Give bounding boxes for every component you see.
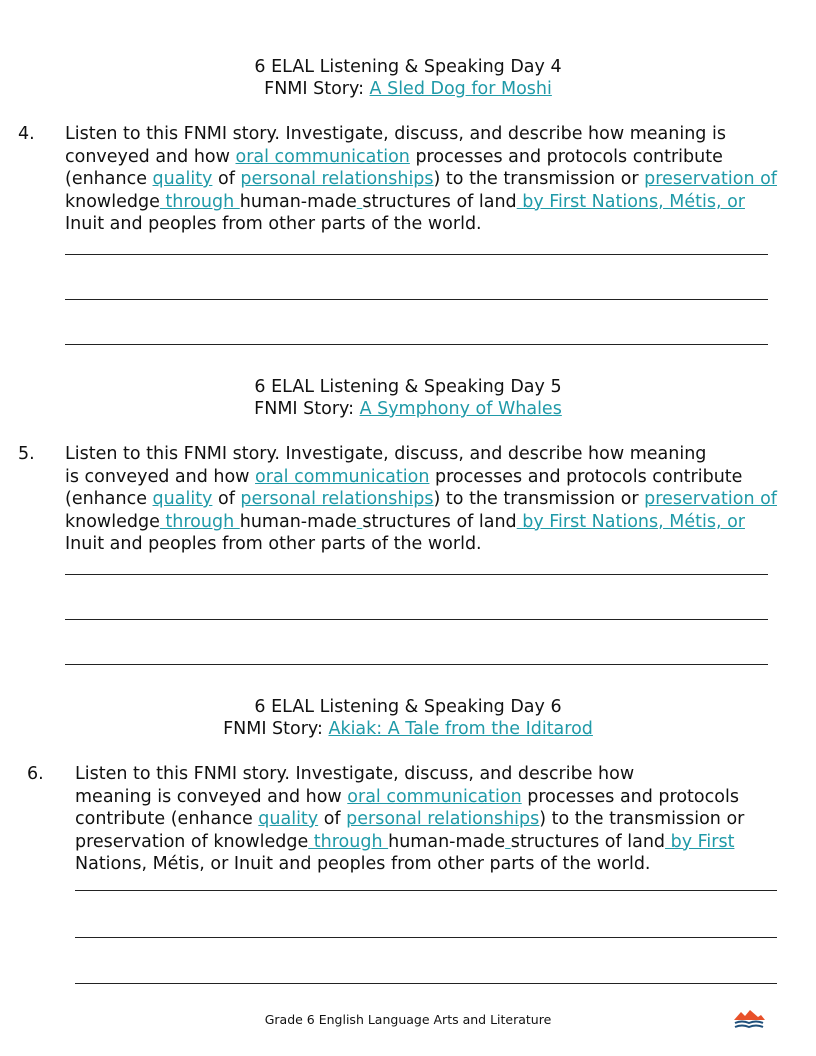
answer-line[interactable] (65, 344, 768, 345)
question-line (65, 191, 777, 214)
question-text-segment: (enhance (65, 169, 153, 189)
question-number: 6. (27, 764, 44, 784)
heading-day-title: 6 ELAL Listening & Speaking Day 6 (254, 697, 562, 717)
question-line (75, 853, 744, 876)
glossary-link[interactable]: preservation of (644, 489, 777, 509)
glossary-link[interactable]: through (159, 191, 240, 212)
glossary-link[interactable]: through (308, 831, 389, 852)
question-text-segment: meaning is conveyed and how (75, 786, 348, 807)
question-line (65, 123, 777, 146)
question-line (65, 146, 777, 169)
section-heading (0, 56, 816, 100)
story-prefix: FNMI Story: (223, 719, 329, 739)
question-text-segment: ) to the transmission or (433, 169, 645, 189)
glossary-link[interactable]: quality (152, 489, 213, 509)
question-text-segment: Listen to this FNMI story. Investigate, discuss, and describe how meaning is (65, 124, 726, 144)
story-prefix: FNMI Story: (254, 399, 360, 419)
question-text-segment: preservation of knowledge (75, 831, 309, 852)
answer-line[interactable] (75, 890, 777, 891)
glossary-link[interactable]: personal relationships (346, 809, 540, 829)
question-text-segment: structures of land (510, 831, 666, 852)
question-text-segment: processes and protocols (521, 786, 739, 807)
answer-line[interactable] (75, 983, 777, 984)
answer-line[interactable] (65, 574, 768, 575)
glossary-link[interactable]: personal relationships (240, 169, 434, 189)
question-text-segment: contribute (enhance (75, 809, 259, 829)
question-text-segment: ) to the transmission or (433, 489, 645, 509)
question-text (65, 443, 777, 556)
question-text-segment: of (318, 809, 347, 829)
glossary-link[interactable]: through (159, 511, 240, 532)
question-text-segment: human-made (239, 191, 357, 212)
question-text-segment: structures of land (362, 191, 517, 212)
question-line (65, 511, 777, 534)
question-line (65, 443, 777, 466)
question-line (65, 213, 777, 236)
question-text-segment: Listen to this FNMI story. Investigate, discuss, and describe how (75, 764, 635, 784)
question-text-segment: human-made (388, 831, 506, 852)
question-text-segment: ) to the transmission or (539, 809, 745, 829)
glossary-link[interactable]: oral communication (235, 146, 410, 167)
glossary-link[interactable]: oral communication (347, 786, 522, 807)
question-number: 4. (18, 124, 35, 144)
glossary-link[interactable]: by First (665, 831, 735, 852)
question-text (75, 763, 744, 876)
question-line (75, 786, 744, 809)
mountain-book-logo-icon (732, 1008, 766, 1030)
answer-line[interactable] (65, 664, 768, 665)
question-text-segment: processes and protocols contribute (429, 466, 743, 487)
question-text-segment: Nations, Métis, or Inuit and peoples from other parts of the world. (75, 854, 651, 874)
question-text-segment: Inuit and peoples from other parts of the world. (65, 214, 482, 234)
answer-line[interactable] (65, 254, 768, 255)
section-heading (0, 376, 816, 420)
answer-line[interactable] (65, 299, 768, 300)
question-text-segment: knowledge (65, 191, 160, 212)
question-line (75, 763, 744, 786)
heading-day-title: 6 ELAL Listening & Speaking Day 5 (254, 377, 562, 397)
question-line (65, 168, 777, 191)
heading-story-line (0, 718, 816, 740)
question-text-segment: of (212, 489, 241, 509)
glossary-link[interactable]: by First Nations, Métis, or (516, 191, 745, 212)
glossary-link[interactable]: oral communication (255, 466, 430, 487)
question-text-segment: Listen to this FNMI story. Investigate, discuss, and describe how meaning (65, 444, 707, 464)
page-footer: Grade 6 English Language Arts and Literature (264, 1012, 552, 1027)
glossary-link[interactable]: personal relationships (240, 489, 434, 509)
glossary-link[interactable]: quality (152, 169, 213, 189)
question-text (65, 123, 777, 236)
answer-line[interactable] (75, 937, 777, 938)
question-line (75, 831, 744, 854)
question-text-segment: is conveyed and how (65, 466, 256, 487)
story-title-link[interactable]: A Symphony of Whales (359, 399, 562, 419)
story-title-link[interactable]: A Sled Dog for Moshi (369, 79, 552, 99)
question-text-segment: (enhance (65, 489, 153, 509)
question-text-segment: conveyed and how (65, 146, 236, 167)
question-line (65, 466, 777, 489)
question-text-segment: human-made (239, 511, 357, 532)
heading-day-title: 6 ELAL Listening & Speaking Day 4 (254, 57, 562, 77)
question-line (65, 488, 777, 511)
glossary-link[interactable]: preservation of (644, 169, 777, 189)
question-text-segment: of (212, 169, 241, 189)
section-heading (0, 696, 816, 740)
question-text-segment: knowledge (65, 511, 160, 532)
question-number: 5. (18, 444, 35, 464)
story-prefix: FNMI Story: (264, 79, 370, 99)
question-text-segment: processes and protocols contribute (409, 146, 723, 167)
glossary-link[interactable]: by First Nations, Métis, or (516, 511, 745, 532)
heading-story-line (0, 78, 816, 100)
story-title-link[interactable]: Akiak: A Tale from the Iditarod (328, 719, 593, 739)
question-line (65, 533, 777, 556)
question-text-segment: structures of land (362, 511, 517, 532)
heading-story-line (0, 398, 816, 420)
question-text-segment: Inuit and peoples from other parts of the world. (65, 534, 482, 554)
answer-line[interactable] (65, 619, 768, 620)
glossary-link[interactable]: quality (258, 809, 319, 829)
question-line (75, 808, 744, 831)
